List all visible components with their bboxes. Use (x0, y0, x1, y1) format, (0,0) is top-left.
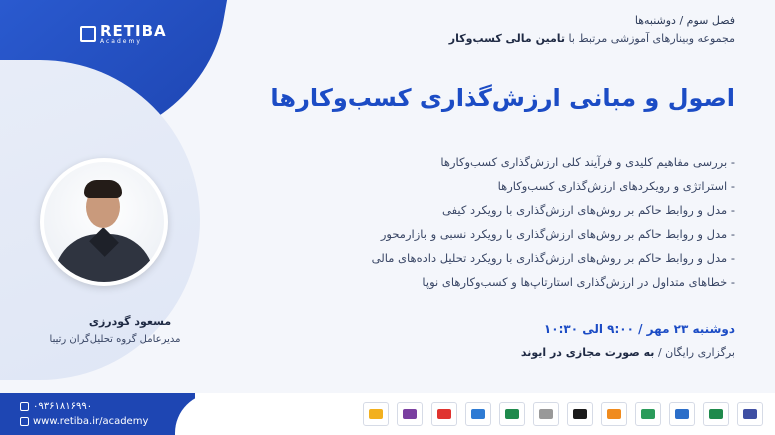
venue-prefix: برگزاری رایگان / (657, 346, 735, 359)
partner-logo-2-icon (397, 402, 423, 426)
event-venue (521, 346, 735, 359)
partner-logo-3-icon (431, 402, 457, 426)
venue-name: به صورت مجازی در ایوند (520, 346, 655, 359)
contact-phone: ۰۹۳۶۱۸۱۶۹۹۰ (33, 401, 93, 412)
series-prefix: مجموعه وبینارهای آموزشی مرتبط با (568, 32, 735, 45)
partner-logo-6-icon (533, 402, 559, 426)
partner-logo-4-icon (465, 402, 491, 426)
speaker-name: مسعود گودرزی (88, 315, 172, 328)
page-title: اصول و مبانی ارزش‌گذاری کسب‌وکارها (270, 84, 735, 112)
partner-logo-10-icon (669, 402, 695, 426)
phone-icon (20, 402, 29, 411)
season-label: فصل سوم / دوشنبه‌ها (634, 14, 735, 27)
retiba-logo-icon (80, 26, 96, 42)
partner-logos (195, 393, 775, 435)
partner-logo-11-icon (703, 402, 729, 426)
brand-name: RETIBA (100, 22, 167, 40)
list-item: - مدل و روابط حاکم بر روش‌های ارزش‌گذاری با رویکرد تحلیل داده‌های مالی (371, 251, 735, 265)
partner-logo-9-icon (635, 402, 661, 426)
partner-logo-5-icon (499, 402, 525, 426)
contact-website[interactable]: www.retiba.ir/academy (33, 416, 149, 427)
list-item: - بررسی مفاهیم کلیدی و فرآیند کلی ارزش‌گذاری کسب‌وکارها (440, 155, 735, 169)
speaker-photo (40, 158, 168, 286)
list-item: - مدل و روابط حاکم بر روش‌های ارزش‌گذاری با رویکرد نسبی و بازارمحور (380, 227, 735, 241)
list-item: - خطاهای متداول در ارزش‌گذاری استارتاپ‌ها و کسب‌وکارهای نوپا (422, 275, 735, 289)
series-topic: تامین مالی کسب‌وکار (448, 32, 566, 45)
partner-logo-1-icon (363, 402, 389, 426)
topic-list (372, 150, 735, 294)
speaker-role: مدیرعامل گروه تحلیل‌گران رتیبا (49, 334, 181, 345)
list-item: - مدل و روابط حاکم بر روش‌های ارزش‌گذاری با رویکرد کیفی (441, 203, 735, 217)
series-label (449, 32, 735, 45)
partner-logo-8-icon (601, 402, 627, 426)
event-datetime: دوشنبه ۲۳ مهر / ۹:۰۰ الی ۱۰:۳۰ (543, 322, 735, 336)
brand-sub: Academy (100, 38, 142, 45)
retiba-logo (80, 22, 167, 45)
partner-logo-7-icon (567, 402, 593, 426)
list-item: - استراتژی و رویکردهای ارزش‌گذاری کسب‌وکارها (497, 179, 735, 193)
partner-logo-12-icon (737, 402, 763, 426)
contact-info (20, 399, 148, 429)
globe-icon (20, 417, 29, 426)
